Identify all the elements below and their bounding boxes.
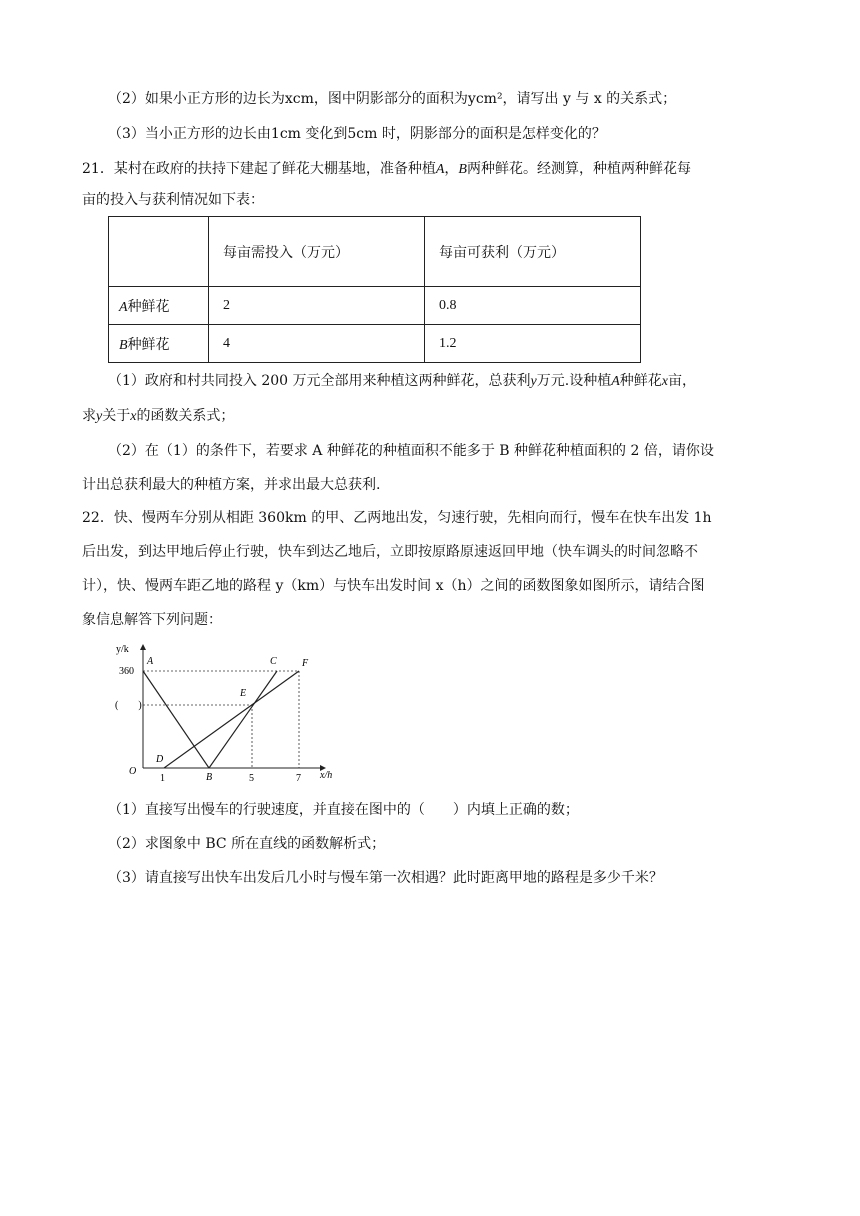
origin-label: O [129,766,137,777]
point-F-label: F [302,658,309,669]
table-cell-name [109,287,209,325]
q21-var-B: B [458,162,467,177]
q21-stem-text-b: ， [444,161,459,177]
q21-var-A: A [435,162,445,177]
table-header-cell [109,217,209,287]
table-name: 种鲜花 [127,336,170,353]
q21-part1-text-b: 万元.设种植 [536,373,612,389]
table-header-cell: 每亩需投入（万元） [209,217,425,287]
table-cell-cost: 2 [209,287,425,325]
q21-part1-l2-c: 的函数关系式； [136,408,235,424]
y-tick-360: 360 [119,666,134,677]
table-row [109,287,641,325]
q21-part1-line1 [108,371,696,392]
q21-var-x: x [661,374,668,389]
x-tick-1: 1 [160,773,165,784]
q21-part1-text-d: 亩， [667,373,696,389]
q21-stem-line2: 亩的投入与获利情况如下表： [82,192,264,208]
y-axis-label: y/k [116,644,129,655]
table-header-row [109,217,641,287]
q22-stem-line4: 象信息解答下列问题： [82,612,222,628]
x-tick-5: 5 [249,773,254,784]
point-E-label: E [240,688,247,699]
q22-part2: （2）求图象中 BC 所在直线的函数解析式； [108,836,386,852]
q22-stem-line2: 后出发，到达甲地后停止行驶，快车到达乙地后，立即按原路原速返回甲地（快车调头的时间忽略不 [82,544,698,560]
q21-var-A2: A [611,374,620,389]
q20-part2: （2）如果小正方形的边长为xcm，图中阴影部分的面积为ycm²，请写出 y 与 x 的关系式； [108,91,677,107]
table-cell-name [109,325,209,363]
point-B-label: B [206,772,213,783]
q21-part1-line2 [82,406,234,427]
q21-part1-text-a: （1）政府和村共同投入 200 万元全部用来种植这两种鲜花，总获利 [108,373,531,389]
q21-stem-line1 [82,159,691,180]
table-row [109,325,641,363]
point-A-label: A [147,656,154,667]
point-C-label: C [270,656,277,667]
table-cell-profit: 0.8 [425,287,641,325]
q21-part2-line2: 计出总获利最大的种植方案，并求出最大总获利. [82,477,381,493]
q22-stem-line3: 计），快、慢两车距乙地的路程 y（km）与快车出发时间 x（h）之间的函数图象如图所示，请结合图 [82,578,705,594]
point-D-label: D [156,754,164,765]
q21-part1-text-c: 种鲜花 [619,373,662,389]
table-cell-cost: 4 [209,325,425,363]
q21-table [108,216,641,363]
x-tick-7: 7 [296,773,301,784]
table-var: A [119,299,128,315]
q21-part2-line1: （2）在（1）的条件下，若要求 A 种鲜花的种植面积不能多于 B 种鲜花种植面积的 2 倍，请你设 [108,443,714,459]
q22-part1: （1）直接写出慢车的行驶速度，并直接在图中的（ ）内填上正确的数； [108,802,579,818]
q21-stem-text-a: 21．某村在政府的扶持下建起了鲜花大棚基地，准备种植 [82,161,436,177]
q22-stem-line1: 22．快、慢两车分别从相距 360km 的甲、乙两地出发，匀速行驶，先相向而行，慢车在快车出发 1h [82,510,712,526]
segment-AB [143,671,209,768]
table-cell-profit: 1.2 [425,325,641,363]
q21-var-x2: x [130,409,137,424]
q20-part3: （3）当小正方形的边长由1cm 变化到5cm 时，阴影部分的面积是怎样变化的？ [108,126,606,142]
q21-part1-l2-b: 关于 [102,408,131,424]
q22-part3: （3）请直接写出快车出发后几小时与慢车第一次相遇？此时距离甲地的路程是多少千米？ [108,870,663,886]
x-axis-label: x/h [320,770,333,781]
q21-stem-text-c: 两种鲜花。经测算，种植两种鲜花每 [466,161,691,177]
table-name: 种鲜花 [127,298,170,315]
q22-function-graph [112,640,342,785]
q21-var-y: y [530,374,537,389]
table-header-cell: 每亩可获利（万元） [425,217,641,287]
q21-part1-l2-a: 求 [82,408,96,424]
table-var: B [119,337,128,353]
q21-var-y2: y [96,409,103,424]
y-tick-blank: ( ) [115,700,142,711]
segment-BC [209,671,277,768]
segment-DF [164,671,299,768]
